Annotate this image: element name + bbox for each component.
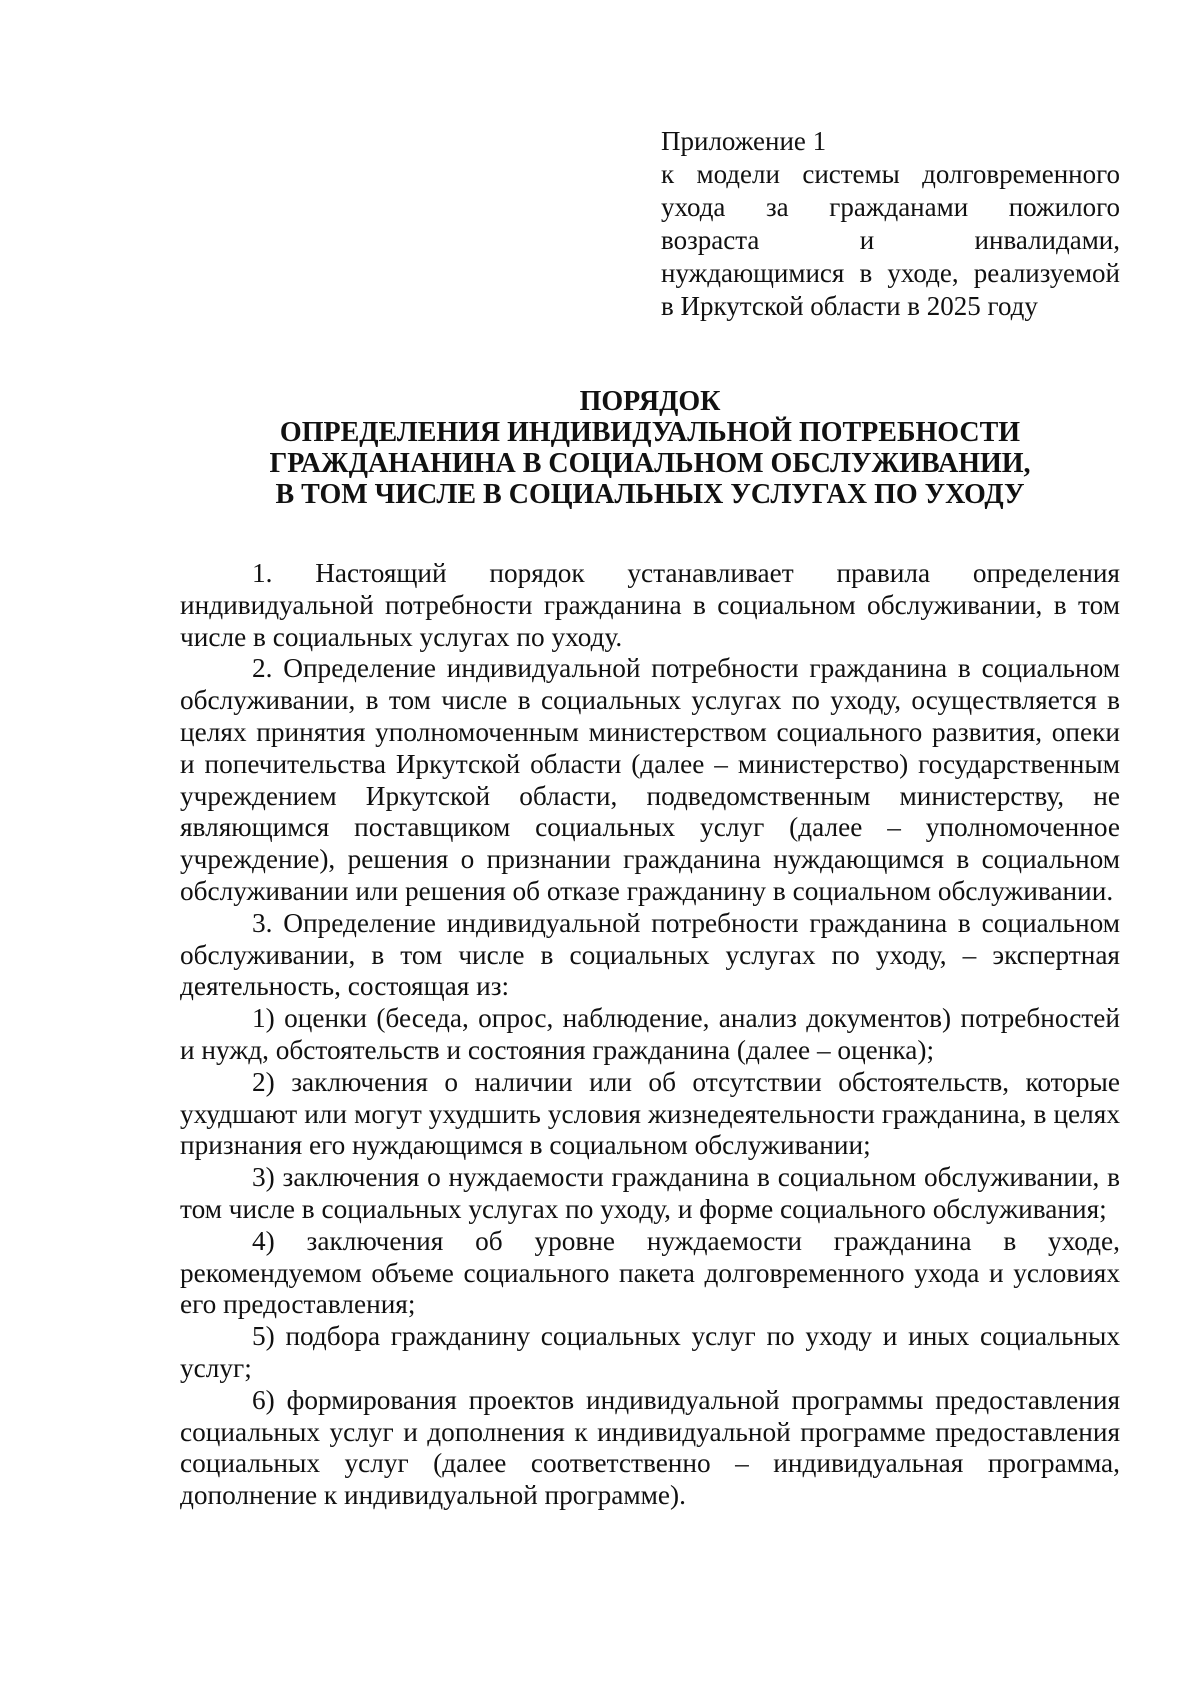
list-item: 6) формирования проектов индивидуальной программы предоставления социальных услуг и дополнения к индивидуальной программе предоставления социальных услуг (далее соответственно – индивидуальная программа, дополнение к индивидуальной программе).: [180, 1384, 1120, 1511]
appendix-line: в Иркутской области в 2025 году: [661, 291, 1038, 321]
document-body: [180, 558, 1120, 1512]
list-item: 3) заключения о нуждаемости гражданина в социальном обслуживании, в том числе в социальных услугах по уходу, и форме социального обслуживания;: [180, 1162, 1120, 1224]
paragraph: 3. Определение индивидуальной потребности гражданина в социальном обслуживании, в том числе в социальных услугах по уходу, – экспертная деятельность, состоящая из:: [180, 907, 1120, 1002]
appendix-line: нуждающимися в уходе, реализуемой: [661, 258, 1120, 288]
appendix-line: ухода за гражданами пожилого: [661, 192, 1120, 222]
heading-line: ОПРЕДЕЛЕНИЯ ИНДИВИДУАЛЬНОЙ ПОТРЕБНОСТИ: [279, 417, 1021, 448]
appendix-title: Приложение 1: [661, 126, 827, 156]
heading-line: ГРАЖДАНАНИНА В СОЦИАЛЬНОМ ОБСЛУЖИВАНИИ,: [269, 448, 1031, 479]
list-item: 5) подбора гражданину социальных услуг по уходу и иных социальных услуг;: [180, 1321, 1120, 1383]
appendix-line: к модели системы долговременного: [661, 159, 1120, 189]
list-item: 4) заключения об уровне нуждаемости гражданина в уходе, рекомендуемом объеме социального пакета долговременного ухода и условиях его предоставления;: [180, 1225, 1120, 1320]
list-item: 2) заключения о наличии или об отсутствии обстоятельств, которые ухудшают или могут ухудшить условия жизнедеятельности гражданина, в целях признания его нуждающимся в социальном обслуживании;: [180, 1066, 1120, 1161]
paragraph: 1. Настоящий порядок устанавливает правила определения индивидуальной потребности гражданина в социальном обслуживании, в том числе в социальных услугах по уходу.: [180, 558, 1120, 652]
heading-line: В ТОМ ЧИСЛЕ В СОЦИАЛЬНЫХ УСЛУГАХ ПО УХОДУ: [275, 479, 1025, 510]
paragraph: 2. Определение индивидуальной потребности гражданина в социальном обслуживании, в том числе в социальных услугах по уходу, осуществляется в целях принятия уполномоченным министерством социального развития, опеки и попечительства Иркутской области (далее – министерство) государственным учреждением Иркутской области, подведомственным министерству, не являющимся поставщиком социальных услуг (далее – уполномоченное учреждение), решения о признании гражданина нуждающимся в социальном обслуживании или решения об отказе гражданину в социальном обслуживании.: [180, 653, 1120, 906]
appendix-note: [661, 125, 1120, 323]
document-heading: [180, 386, 1120, 510]
heading-line: ПОРЯДОК: [579, 386, 721, 417]
appendix-line: возраста и инвалидами,: [661, 225, 1120, 255]
list-item: 1) оценки (беседа, опрос, наблюдение, анализ документов) потребностей и нужд, обстоятельств и состояния гражданина (далее – оценка);: [180, 1003, 1120, 1065]
